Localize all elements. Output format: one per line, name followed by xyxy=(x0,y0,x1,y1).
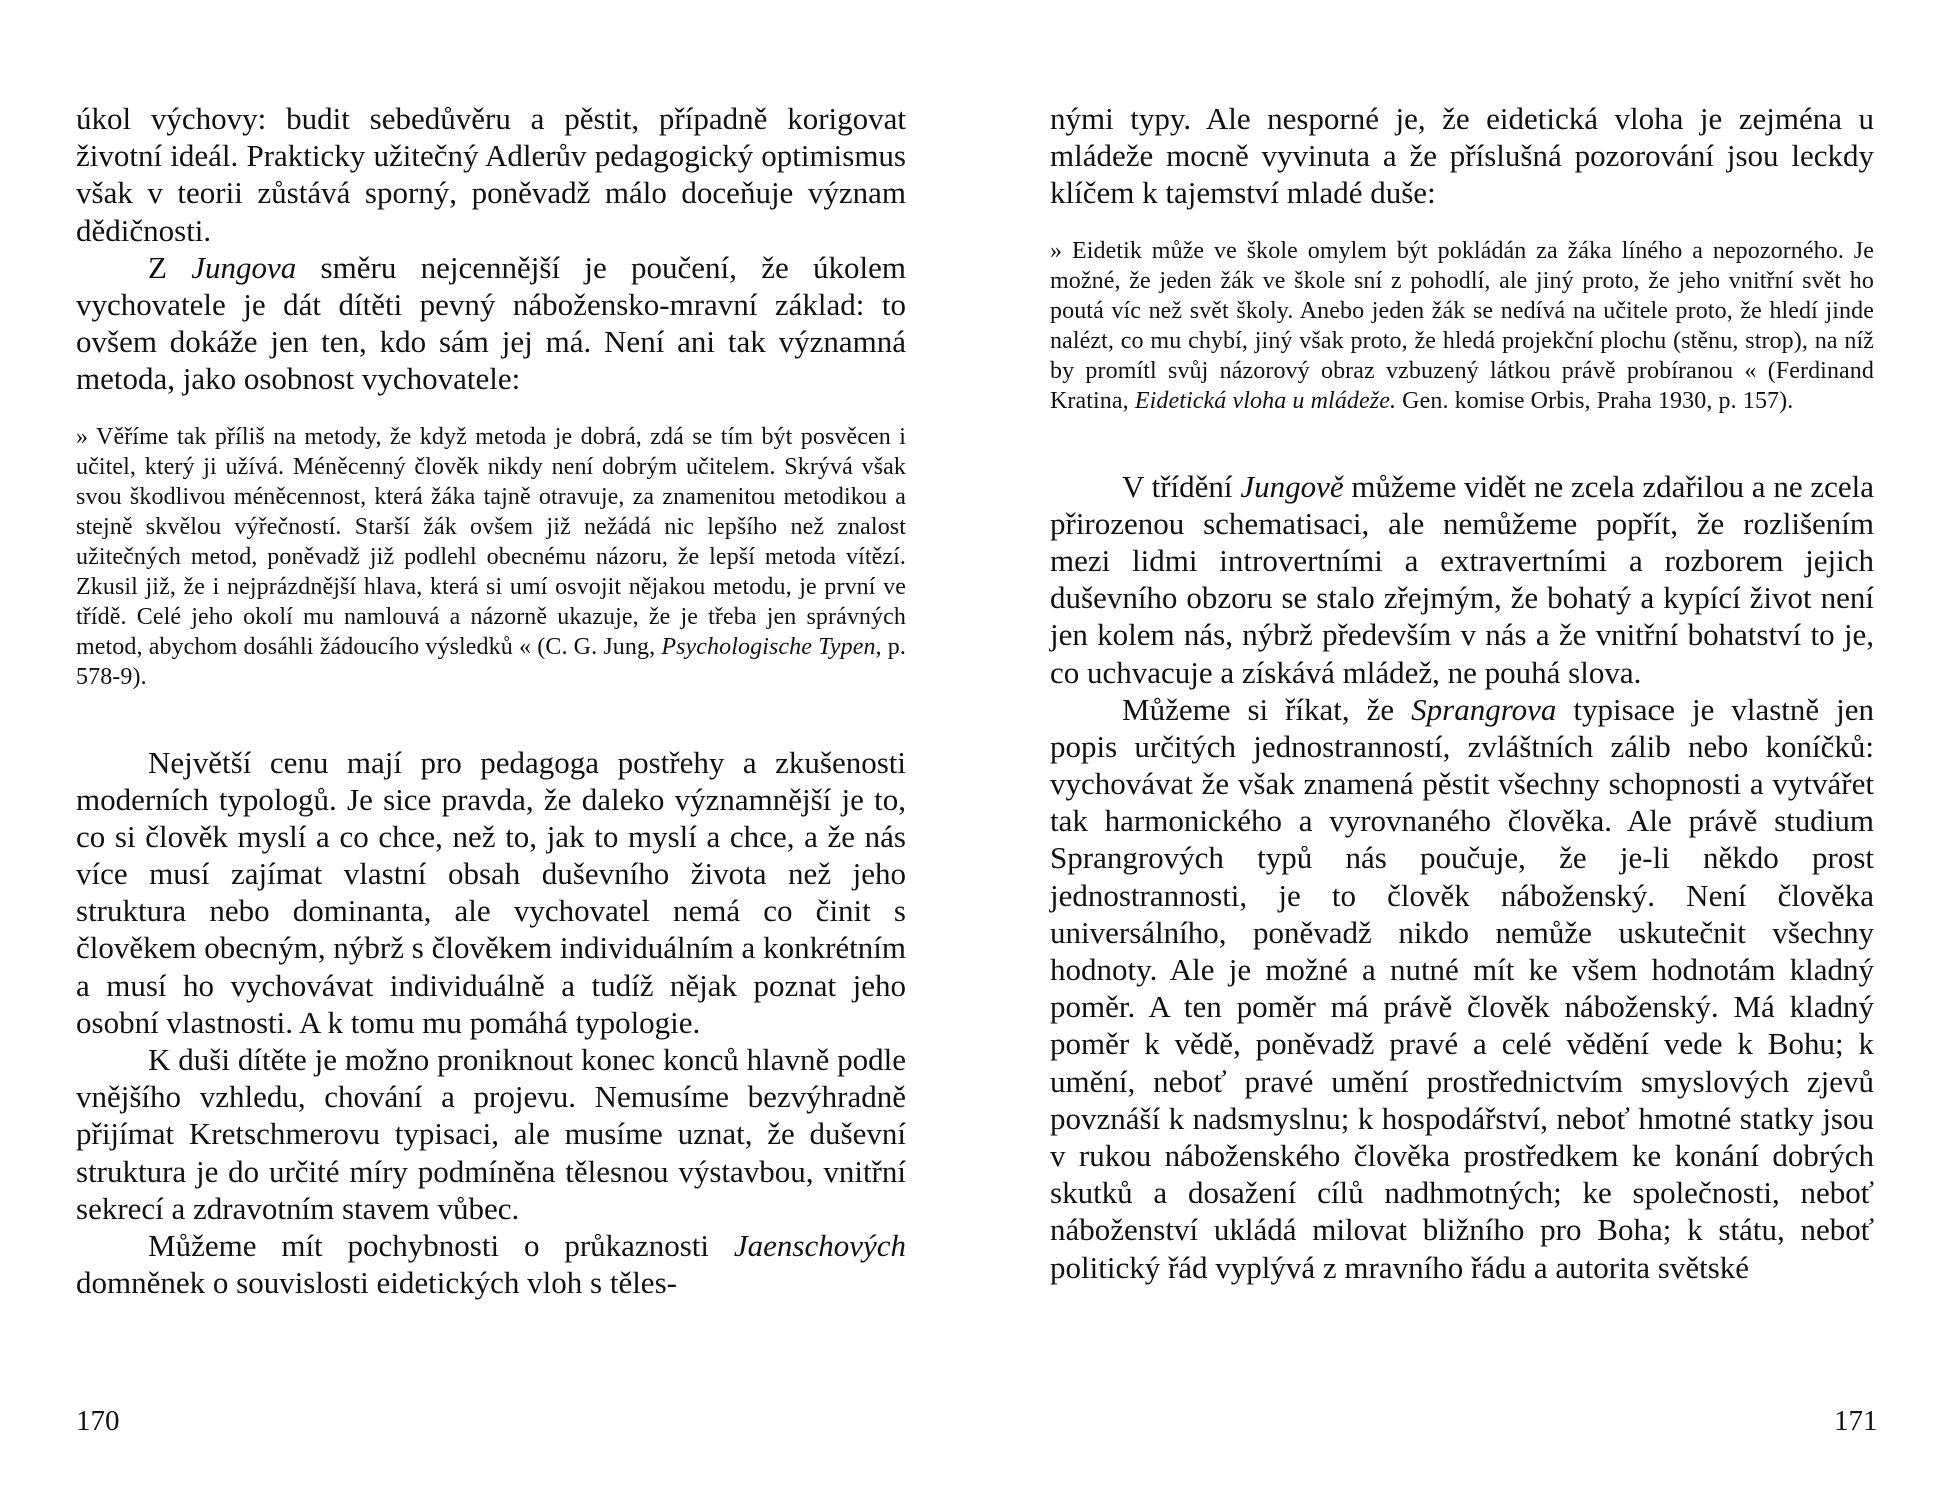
page-number-right: 171 xyxy=(1834,1405,1878,1437)
left-paragraph-2-text: směru nejcennější je poučení, že úkolem vychovatele je dát dítěti pevný nábožensko-mravní základ: to ovšem dokáže jen ten, kdo sám jej má. Není ani tak významná metoda, jako osobnost vychovatele: xyxy=(76,249,906,397)
right-paragraph-3 xyxy=(1050,691,1874,1286)
spacer xyxy=(1050,212,1874,236)
right-quote-block xyxy=(1050,236,1874,416)
left-paragraph-1 xyxy=(76,100,906,249)
spacer xyxy=(76,398,906,422)
right-paragraph-3-text: typisace je vlastně jen popis určitých jednostranností, zvláštních zálib nebo koníčků: vychovávat že však znamená pěstit všechny schopnosti a vytvářet tak harmonického a vyrovnaného člověka. Ale právě studium Sprangrových typů nás poučuje, že je-li někdo prost jednostrannosti, je to člověk náboženský. Není člověka universálního, poněvadž nikdo nemůže uskutečnit všechny hodnoty. Ale je možné a nutné mít ke všem hodnotám kladný poměr. A ten poměr má právě člověk náboženský. Má kladný poměr k vědě, poněvadž pravé a celé vědění vede k Bohu; k umění, neboť pravé umění prostřednictvím smyslových zjevů povznáší k nadsmyslnu; k hospodářství, neboť hmotné statky jsou v rukou náboženského člověka prostředkem ke konání dobrých skutků a dosažení cílů nadhmotných; ke společnosti, neboť náboženství ukládá milovat bližního pro Boha; k státu, neboť politický řád vyplývá z mravního řádu a autorita světské xyxy=(1050,691,1874,1285)
left-paragraph-1-text: úkol výchovy: budit sebedůvěru a pěstit, případně korigovat životní ideál. Prakticky užitečný Adlerův pedagogický optimismus však v teorii zůstává sporný, poněvadž málo doceňuje význam dědičnosti. xyxy=(76,101,906,248)
page-number-left: 170 xyxy=(76,1405,120,1437)
jaenschovych-emphasis: Jaenschových xyxy=(733,1227,906,1263)
jungove-emphasis: Jungově xyxy=(1240,468,1344,504)
jungova-emphasis: Jungova xyxy=(191,249,297,285)
left-page xyxy=(76,100,906,1301)
right-paragraph-1 xyxy=(1050,100,1874,212)
left-quote-text: » Věříme tak příliš na metody, že když metoda je dobrá, zdá se tím být posvěcen i učitel, který ji užívá. Méněcenný člověk nikdy není dobrým učitelem. Skrývá však svou škodlivou méněcennost, která žáka tajně otravuje, za znamenitou metodikou a stejně skvělou výřečností. Starší žák ovšem již nežádá nic lepšího než znalost užitečných metod, poněvadž již podlehl obecnému názoru, že lepší metoda vítězí. Zkusil již, že i nejprázdnější hlava, která si umí osvojit nějakou metodu, je první ve třídě. Celé jeho okolí mu namlouvá a názorně ukazuje, že je třeba jen správných metod, abychom dosáhli žádoucího výsledků « (C. G. Jung, xyxy=(76,423,906,660)
left-paragraph-5-lead: Můžeme mít pochybnosti o průkaznosti xyxy=(148,1227,734,1263)
left-quote-source-title: Psychologische Typen xyxy=(661,633,876,660)
right-paragraph-2 xyxy=(1050,468,1874,691)
right-page xyxy=(1050,100,1874,1286)
spacer xyxy=(76,692,906,744)
left-paragraph-5-text: domněnek o souvislosti eidetických vloh s těles- xyxy=(76,1265,677,1301)
left-quote-block xyxy=(76,422,906,692)
left-paragraph-2-lead: Z xyxy=(148,249,192,285)
right-paragraph-2-lead: V třídění xyxy=(1122,468,1241,504)
left-quote-end: , p. 578-9). xyxy=(76,633,906,690)
left-paragraph-3 xyxy=(76,744,906,1042)
right-quote-end: Gen. komise Orbis, Praha 1930, p. 157). xyxy=(1396,387,1794,414)
right-paragraph-2-text: můžeme vidět ne zcela zdařilou a ne zcela přirozenou schematisaci, ale nemůžeme popřít, že rozlišením mezi lidmi introvertními a extravertními a rozborem jejich duševního obzoru se stalo zřejmým, že bohatý a kypící život není jen kolem nás, nýbrž především v nás a že vnitřní bohatství to je, co uchvacuje a získává mládež, ne pouhá slova. xyxy=(1050,468,1875,690)
right-quote-source-title: Eidetická vloha u mládeže. xyxy=(1134,387,1397,414)
left-paragraph-2 xyxy=(76,249,906,398)
spacer xyxy=(1050,416,1874,468)
sprangrova-emphasis: Sprangrova xyxy=(1411,691,1557,727)
right-quote-text: » Eidetik může ve škole omylem být pokládán za žáka líného a nepozorného. Je možné, že jeden žák ve škole sní z pohodlí, ale jiný proto, že jeho vnitřní svět ho poutá víc než svět školy. Anebo jeden žák se nedívá na učitele proto, že hledí jinde nalézt, co mu chybí, jiný však proto, že hledá projekční plochu (stěnu, strop), na níž by promítl svůj názorový obraz vzbuzený látkou právě probíranou « (Ferdinand Kratina, xyxy=(1050,237,1874,414)
right-paragraph-1-text: nými typy. Ale nesporné je, že eidetická vloha je zejména u mládeže mocně vyvinuta a že příslušná pozorování jsou leckdy klíčem k tajemství mladé duše: xyxy=(1050,101,1874,211)
left-paragraph-4-text: K duši dítěte je možno proniknout konec konců hlavně podle vnějšího vzhledu, chování a projevu. Nemusíme bezvýhradně přijímat Kretschmerovu typisaci, ale musíme uznat, že duševní struktura je do určité míry podmíněna tělesnou výstavbou, vnitřní sekrecí a zdravotním stavem vůbec. xyxy=(76,1042,906,1226)
left-paragraph-3-text: Největší cenu mají pro pedagoga postřehy a zkušenosti moderních typologů. Je sice pravda, že daleko významnější je to, co si člověk myslí a co chce, než to, jak to myslí a chce, a že nás více musí zajímat vlastní obsah duševního života než jeho struktura nebo dominanta, ale vychovatel nemá co činit s člověkem obecným, nýbrž s člověkem individuálním a konkrétním a musí ho vychovávat individuálně a tudíž nějak poznat jeho osobní vlastnosti. A k tomu mu pomáhá typologie. xyxy=(76,744,906,1040)
left-paragraph-4 xyxy=(76,1041,906,1227)
right-paragraph-3-lead: Můžeme si říkat, že xyxy=(1122,691,1412,727)
left-paragraph-5 xyxy=(76,1227,906,1301)
